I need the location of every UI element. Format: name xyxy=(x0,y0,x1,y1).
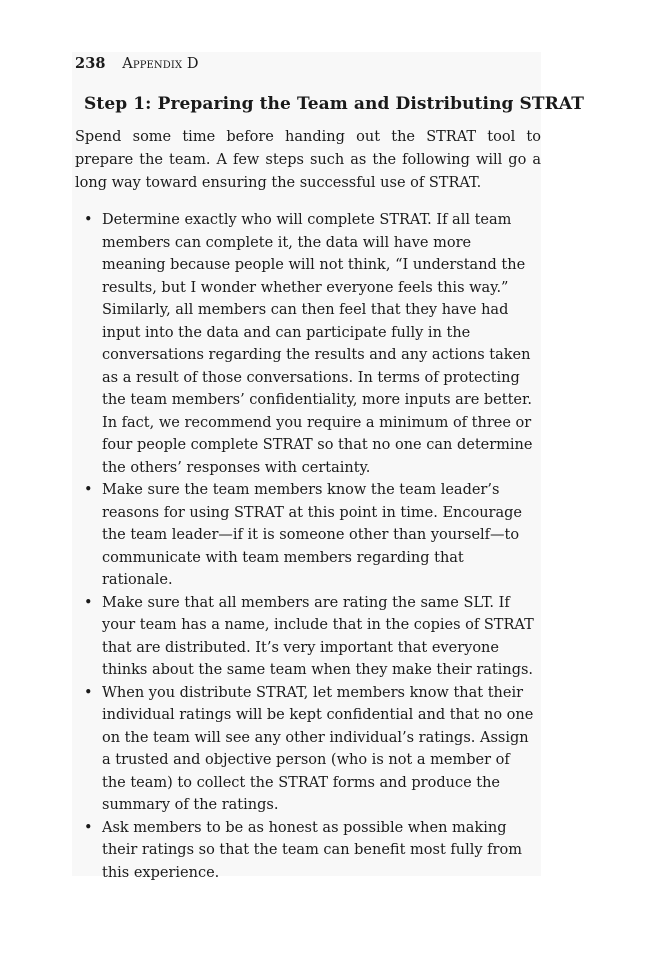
intro-paragraph: Spend some time before handing out the STRAT tool to prepare the team. A few steps such as the following will go a long way toward ensuring the successful use of STRAT. xyxy=(75,129,541,191)
running-head-section: Appendix D xyxy=(122,56,199,72)
bullet-icon: • xyxy=(84,212,93,228)
list-item xyxy=(84,817,538,885)
list-item-text: Make sure the team members know the team leader’s reasons for using STRAT at this point in time. Encourage the team leader—if it is someone other than yourself—to communicate with team members regarding that rationale. xyxy=(102,482,522,588)
bullet-icon: • xyxy=(84,684,93,701)
running-head xyxy=(75,55,199,72)
bullet-icon: • xyxy=(84,819,93,836)
list-item xyxy=(84,592,538,682)
list-item xyxy=(84,682,538,817)
list-item xyxy=(84,209,538,479)
bullet-icon: • xyxy=(84,594,93,611)
section-heading: Step 1: Preparing the Team and Distributing STRAT xyxy=(84,94,584,114)
list-item-text: Determine exactly who will complete STRAT. If all team members can complete it, the data will have more meaning because people will not think, “I understand the results, but I wonder whether everyone feels this way.” Similarly, all members can then feel that they have had input into the data and can participate fully in the conversations regarding the results and any actions taken as a result of those conversations. In terms of protecting the team members’ confidentiality, more inputs are better. In fact, we recommend you require a minimum of three or four people complete STRAT so that no one can determine the others’ responses with certainty. xyxy=(102,212,533,476)
list-item-text: Ask members to be as honest as possible when making their ratings so that the team can benefit most fully from this experience. xyxy=(102,819,522,881)
list-item xyxy=(84,479,538,592)
list-item-text: When you distribute STRAT, let members know that their individual ratings will be kept confidential and that no one on the team will see any other individual’s ratings. Assign a trusted and objective person (who is not a member of the team) to collect the STRAT forms and produce the summary of the ratings. xyxy=(102,684,534,813)
bullet-list xyxy=(84,209,538,884)
list-item-text: Make sure that all members are rating the same SLT. If your team has a name, include that in the copies of STRAT that are distributed. It’s very important that everyone thinks about the same team when they make their ratings. xyxy=(102,594,534,678)
bullet-icon: • xyxy=(84,482,93,498)
page-number: 238 xyxy=(75,55,106,72)
